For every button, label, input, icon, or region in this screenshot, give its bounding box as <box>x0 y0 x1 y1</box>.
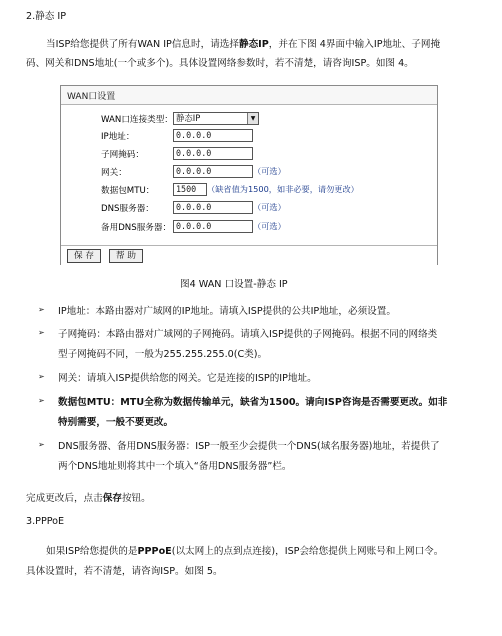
mtu-label: 数据包MTU： <box>101 186 155 196</box>
bullet-mtu-line-1: 数据包MTU：MTU全称为数据传输单元，缺省为1500。请向ISP咨询是否需要更改。如非 <box>58 397 448 408</box>
bullet-dns-line-2: 两个DNS地址则将其中一个填入“备用DNS服务器”栏。 <box>58 461 292 472</box>
gateway-input[interactable]: 0.0.0.0 <box>173 165 253 178</box>
dns2-label: 备用DNS服务器： <box>101 223 172 233</box>
figure-caption: 图4 WAN 口设置-静态 IP <box>180 279 288 290</box>
section-heading-pppoe: 3.PPPoE <box>26 516 65 527</box>
conn-type-value: 静态IP <box>176 113 201 123</box>
panel-header <box>61 86 437 105</box>
dns2-optional-note: （可选） <box>253 221 286 231</box>
mask-input[interactable]: 0.0.0.0 <box>173 147 253 160</box>
finish-text-a: 完成更改后，点击 <box>26 493 103 504</box>
bullet-marker: ➢ <box>38 372 45 381</box>
gateway-label: 网关： <box>101 168 127 178</box>
mask-label: 子网掩码： <box>101 150 144 160</box>
dns-label: DNS服务器： <box>101 204 154 214</box>
pppoe-text-a: 如果ISP给您提供的是 <box>46 546 138 557</box>
dns-input[interactable]: 0.0.0.0 <box>173 201 253 214</box>
help-button[interactable]: 帮 助 <box>109 249 143 263</box>
intro-line-2: 码、网关和DNS地址(一个或多个)。具体设置网络参数时，若不清楚，请咨询ISP。如图 4。 <box>26 58 414 69</box>
bullet-ip: IP地址：本路由器对广域网的IP地址。请填入ISP提供的公共IP地址，必须设置。 <box>58 306 396 317</box>
intro-line-1 <box>46 38 440 51</box>
section-heading-static-ip: 2.静态 IP <box>26 11 67 22</box>
finish-text-b: 按钮。 <box>121 493 151 504</box>
intro-text-b: ，并在下图 4界面中输入IP地址、子网掩 <box>268 39 441 50</box>
mtu-input[interactable]: 1500 <box>173 183 207 196</box>
ip-input[interactable]: 0.0.0.0 <box>173 129 253 142</box>
bullet-marker: ➢ <box>38 440 45 449</box>
bullet-mask-line-2: 型子网掩码不同，一般为255.255.255.0(C类)。 <box>58 349 268 360</box>
pppoe-line-2: 具体设置时，若不清楚，请咨询ISP。如图 5。 <box>26 566 223 577</box>
panel-footer <box>61 245 437 265</box>
panel-title: WAN口设置 <box>67 92 116 102</box>
bullet-dns-line-1: DNS服务器、备用DNS服务器：ISP一般至少会提供一个DNS(域名服务器)地址，若提供了 <box>58 441 440 452</box>
gateway-optional-note: （可选） <box>253 166 286 176</box>
intro-bold-static-ip: 静态IP <box>238 39 269 50</box>
bullet-marker: ➢ <box>38 328 45 337</box>
conn-type-select[interactable] <box>173 112 259 125</box>
bullet-mtu-line-2: 特别需要，一般不要更改。 <box>58 417 174 428</box>
chevron-down-icon[interactable]: ▼ <box>247 113 258 124</box>
pppoe-line-1 <box>46 545 443 558</box>
pppoe-bold: PPPoE <box>137 546 172 557</box>
conn-type-label: WAN口连接类型： <box>101 115 173 125</box>
bullet-mask-line-1: 子网掩码：本路由器对广域网的子网掩码。请填入ISP提供的子网掩码。根据不同的网络类 <box>58 329 438 340</box>
mtu-note: （缺省值为1500，如非必要，请勿更改） <box>207 184 359 194</box>
dns2-input[interactable]: 0.0.0.0 <box>173 220 253 233</box>
intro-text-a: 当ISP给您提供了所有WAN IP信息时，请选择 <box>46 39 239 50</box>
finish-instruction <box>26 492 151 505</box>
pppoe-text-b: (以太网上的点到点连接)，ISP会给您提供上网账号和上网口令。 <box>171 546 444 557</box>
dns-optional-note: （可选） <box>253 202 286 212</box>
save-button[interactable]: 保 存 <box>67 249 101 263</box>
ip-label: IP地址： <box>101 132 135 142</box>
bullet-marker: ➢ <box>38 305 45 314</box>
bullet-gateway: 网关：请填入ISP提供给您的网关。它是连接的ISP的IP地址。 <box>58 373 317 384</box>
wan-settings-panel <box>60 85 438 265</box>
bullet-marker: ➢ <box>38 396 45 405</box>
finish-bold-save: 保存 <box>102 493 122 504</box>
